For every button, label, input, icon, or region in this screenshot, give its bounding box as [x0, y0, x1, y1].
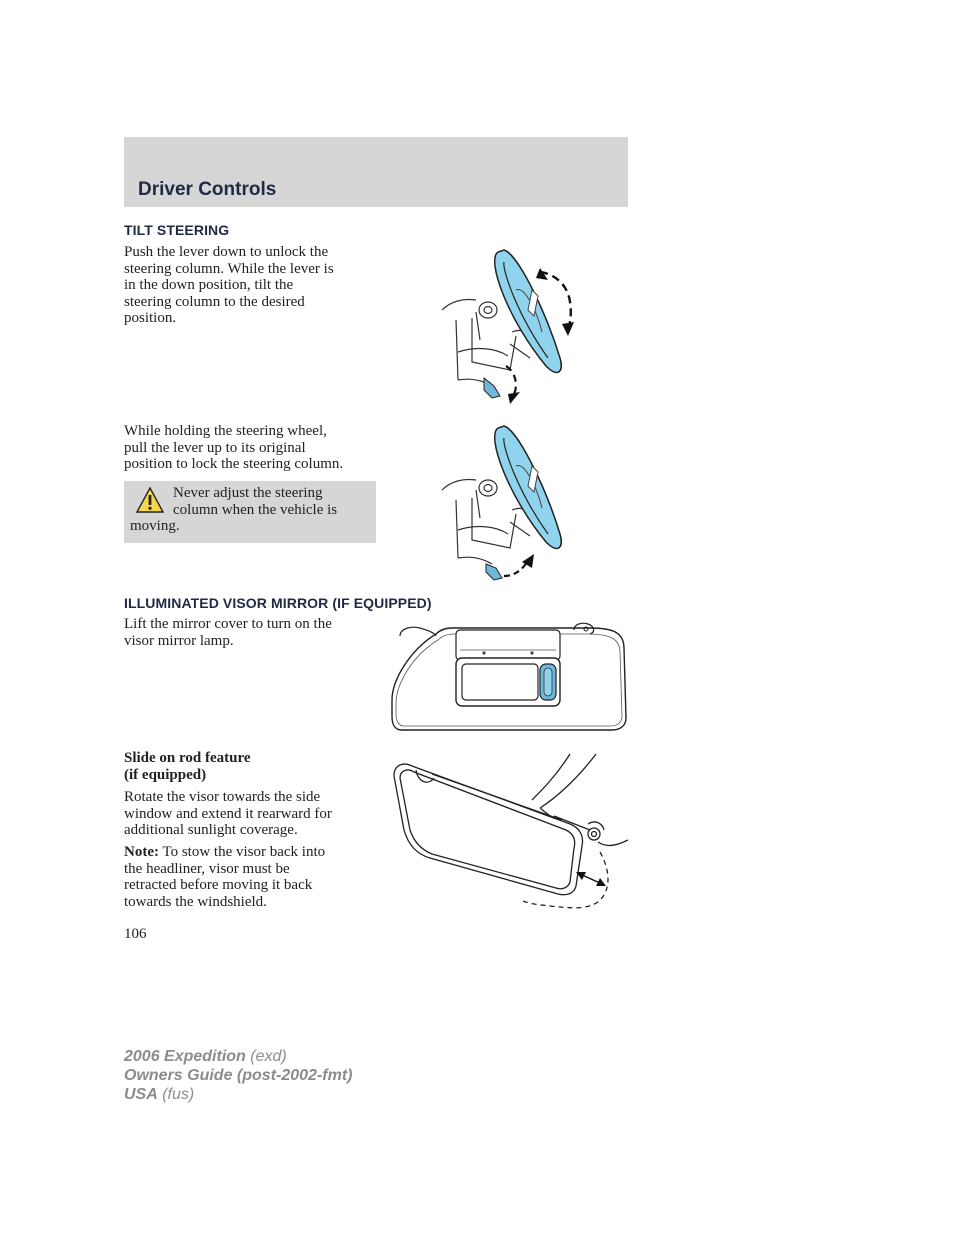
visor-mirror-text [124, 616, 332, 649]
tilt-steering-lock-text [124, 423, 343, 473]
note-label: Note: [124, 844, 159, 860]
footer-market: USA [124, 1086, 158, 1103]
page-number: 106 [124, 926, 147, 942]
text-line: (if equipped) [124, 766, 207, 783]
text-line: retracted before moving it back [124, 877, 313, 893]
warning-text [130, 485, 370, 535]
text-line: To stow the visor back into [158, 844, 326, 860]
text-line: moving. [130, 518, 180, 534]
text-line: Slide on rod feature [124, 750, 251, 766]
text-line: Rotate the visor towards the side [124, 789, 321, 805]
tilt-lever-shape [484, 378, 500, 398]
footer-guide: Owners Guide (post-2002-fmt) [124, 1067, 353, 1084]
tilt-steering-unlock-illustration [436, 240, 586, 410]
slide-on-rod-subheading [124, 750, 251, 783]
slide-on-rod-illustration [390, 750, 628, 912]
text-line: Never adjust the steering [173, 485, 323, 501]
tilt-steering-heading: TILT STEERING [124, 222, 230, 238]
tilt-lever-shape [486, 564, 502, 580]
warning-callout [124, 481, 376, 543]
mirror-cover-shape [456, 630, 560, 660]
text-line: Push the lever down to unlock the [124, 244, 329, 260]
text-line: While holding the steering wheel, [124, 423, 327, 439]
text-line: in the down position, tilt the [124, 277, 294, 293]
text-line: pull the lever up to its original [124, 439, 306, 456]
visor-mirror-heading: ILLUMINATED VISOR MIRROR (IF EQUIPPED) [124, 595, 432, 611]
text-line: position. [124, 310, 177, 326]
section-title: Driver Controls [138, 179, 277, 200]
tilt-steering-unlock-text [124, 244, 334, 327]
text-line: steering column to the desired [124, 293, 305, 310]
footer-model: 2006 Expedition [124, 1048, 246, 1065]
document-footer [124, 1047, 352, 1104]
text-line: steering column. While the lever is [124, 260, 334, 277]
text-line: visor mirror lamp. [124, 632, 234, 649]
visor-note-text [124, 844, 325, 910]
text-line: the headliner, visor must be [124, 860, 290, 877]
visor-mirror-illustration [390, 620, 628, 732]
text-line: column when the vehicle is [173, 501, 338, 518]
text-line: towards the windshield. [124, 893, 267, 910]
text-line: position to lock the steering column. [124, 456, 344, 472]
footer-market-code: (fus) [157, 1086, 195, 1103]
text-line: Lift the mirror cover to turn on the [124, 616, 332, 632]
tilt-steering-lock-illustration [436, 420, 586, 586]
text-line: additional sunlight coverage. [124, 822, 298, 838]
footer-model-code: (exd) [245, 1048, 287, 1065]
text-line: window and extend it rearward for [124, 805, 332, 822]
section-header [124, 137, 628, 207]
slide-on-rod-text [124, 789, 332, 839]
